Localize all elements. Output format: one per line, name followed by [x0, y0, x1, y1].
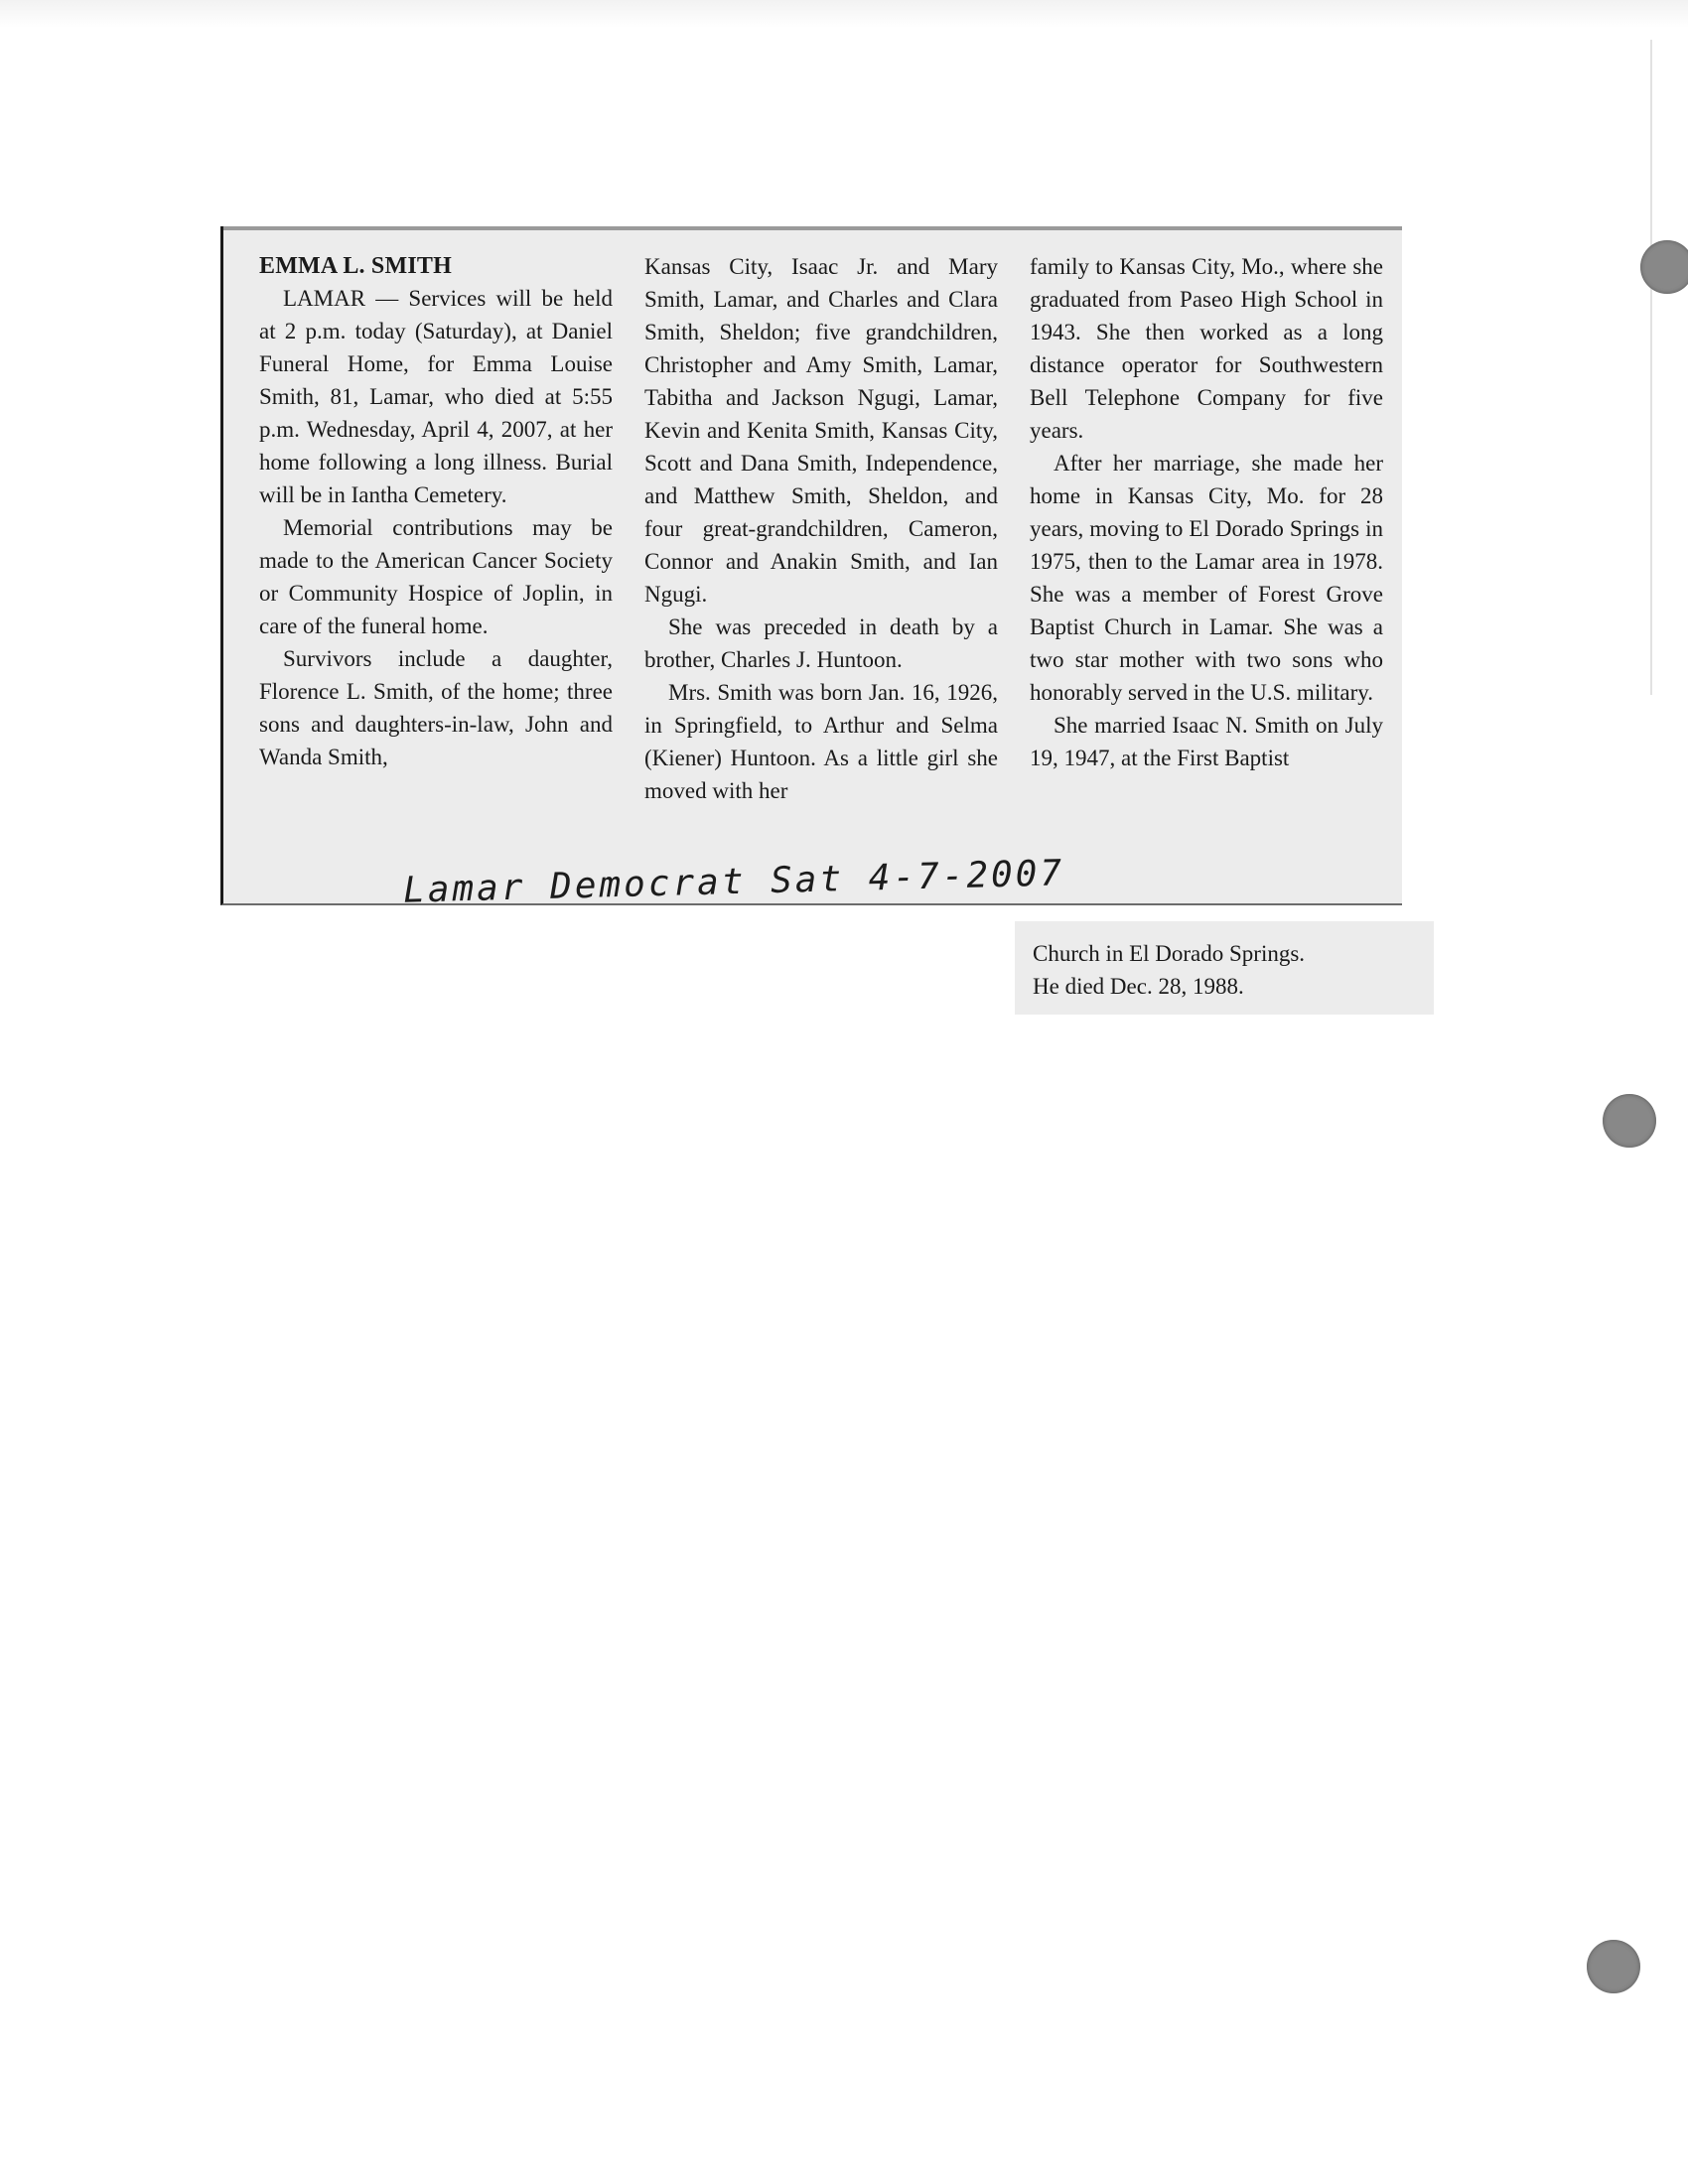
handwritten-source-note: Lamar Democrat Sat 4-7-2007 [402, 853, 1065, 911]
survivors-paragraph-start: Survivors include a daughter, Florence L. Smith, of the home; three sons and daughters-in-law, John and Wanda Smith, [259, 646, 613, 769]
memorial-paragraph: Memorial contributions may be made to the American Cancer Society or Community Hospice of Joplin, in care of the funeral home. [259, 515, 613, 638]
continuation-line-1: Church in El Dorado Springs. [1033, 941, 1306, 966]
preceded-paragraph: She was preceded in death by a brother, Charles J. Huntoon. [644, 614, 998, 672]
page-top-shadow [0, 0, 1688, 28]
obituary-headline: EMMA L. SMITH [259, 253, 452, 279]
continuation-line-2: He died Dec. 28, 1988. [1033, 974, 1244, 999]
punch-hole-middle [1603, 1094, 1656, 1148]
column-2 [644, 250, 998, 807]
service-paragraph: LAMAR — Services will be held at 2 p.m. today (Saturday), at Daniel Funeral Home, for Emma Louise Smith, 81, Lamar, who died at 5:55 p.m. Wednesday, April 4, 2007, at her home following a long illness. Burial will be in Iantha Cemetery. [259, 286, 613, 507]
continuation-clipping [1015, 921, 1434, 1015]
obituary-clipping [220, 226, 1402, 905]
punch-hole-bottom [1587, 1940, 1640, 1993]
punch-hole-top [1640, 240, 1688, 294]
birth-paragraph-start: Mrs. Smith was born Jan. 16, 1926, in Springfield, to Arthur and Selma (Kiener) Huntoon. As a little girl she moved with her [644, 680, 998, 803]
column-3 [1030, 250, 1383, 774]
page-edge-line [1650, 40, 1652, 695]
survivors-paragraph-cont: Kansas City, Isaac Jr. and Mary Smith, Lamar, and Charles and Clara Smith, Sheldon; five grandchildren, Christopher and Amy Smith, Lamar, Tabitha and Jackson Ngugi, Lamar, Kevin and Kenita Smith, Kansas City, Scott and Dana Smith, Independence, and Matthew Smith, Sheldon, and four great-grandchildren, Cameron, Connor and Anakin Smith, and Ian Ngugi. [644, 254, 998, 607]
bleed-through-left [467, 58, 884, 216]
marriage-home-paragraph: After her marriage, she made her home in Kansas City, Mo. for 28 years, moving to El Dorado Springs in 1975, then to the Lamar area in 1978. She was a member of Forest Grove Baptist Church in Lamar. She was a two star mother with two sons who honorably served in the U.S. military. [1030, 451, 1383, 705]
column-1 [259, 250, 613, 773]
birth-paragraph-cont: family to Kansas City, Mo., where she graduated from Paseo High School in 1943. She then worked as a long distance operator for Southwestern Bell Telephone Company for five years. [1030, 254, 1383, 443]
married-paragraph-start: She married Isaac N. Smith on July 19, 1947, at the First Baptist [1030, 713, 1383, 770]
